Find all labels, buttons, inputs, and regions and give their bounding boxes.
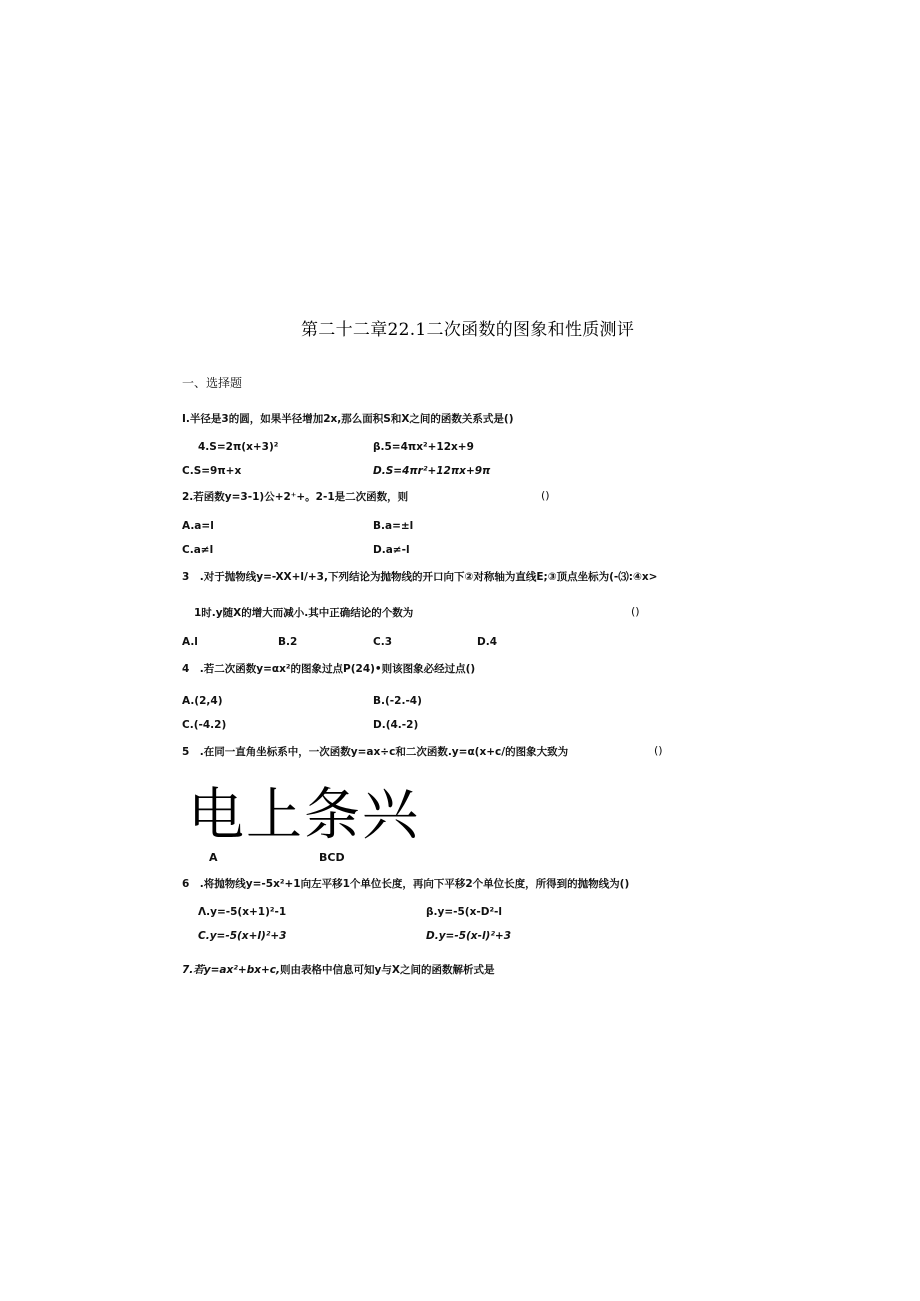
- question-7-stem-italic: 7.若y=ax²+bx+c,: [182, 964, 280, 976]
- question-3-answer-paren: (): [631, 605, 640, 618]
- question-4-stem: 4 .若二次函数y=αx²的图象过点P(24)•则该图象必经过点(): [182, 663, 476, 675]
- section-heading: 一、选择题: [182, 376, 243, 390]
- question-4-option-d: D.(4.-2): [373, 719, 419, 731]
- question-1-stem: I.半径是3的圆，如果半径增加2x,那么面积S和X之间的函数关系式是(): [182, 413, 514, 425]
- question-4-option-b: B.(-2.-4): [373, 695, 422, 707]
- question-3-option-c: C.3: [373, 636, 393, 648]
- question-2-answer-paren: (): [541, 489, 550, 502]
- question-7-stem-rest: 则由表格中信息可知y与X之间的函数解析式是: [280, 964, 495, 976]
- question-1-option-d: D.S=4πr²+12πx+9π: [373, 465, 491, 477]
- question-5-label-a: A: [209, 851, 218, 864]
- question-4-option-a: A.(2,4): [182, 695, 223, 707]
- question-2-option-d: D.a≠-l: [373, 544, 410, 556]
- question-3-option-d: D.4: [477, 636, 498, 648]
- question-6-option-a: Λ.y=-5(x+1)²-1: [198, 906, 287, 918]
- question-7-stem: [182, 962, 494, 977]
- question-5-label-bcd: BCD: [319, 851, 345, 864]
- question-5-answer-paren: (): [654, 744, 663, 757]
- question-6-stem: 6 .将抛物线y=-5x²+1向左平移1个单位长度，再向下平移2个单位长度，所得到的抛物线为(): [182, 878, 630, 890]
- question-1-option-a: 4.S=2π(x+3)²: [198, 441, 279, 453]
- question-4-option-c: C.(-4.2): [182, 719, 227, 731]
- question-2-option-c: C.a≠l: [182, 544, 214, 556]
- question-3-option-b: B.2: [278, 636, 298, 648]
- question-1-option-c: C.S=9π+x: [182, 465, 242, 477]
- question-5-figure-text: 电上条兴: [188, 783, 420, 848]
- question-2-option-a: A.a=l: [182, 520, 214, 532]
- question-2-stem: 2.若函数y=3-1)公+2⁺+。2-1是二次函数，则: [182, 491, 409, 503]
- question-1-option-b: β.5=4πx²+12x+9: [373, 441, 474, 453]
- question-6-option-c: C.y=-5(x+l)²+3: [198, 930, 287, 942]
- question-3-option-a: A.l: [182, 636, 198, 648]
- question-6-option-d: D.y=-5(x-l)²+3: [426, 930, 512, 942]
- question-3-stem: 3 .对于抛物线y=-XX+l/+3,下列结论为抛物线的开口向下②对称轴为直线E;③顶点坐标为(-⑶:④x>: [182, 571, 658, 583]
- question-6-option-b: β.y=-5(x-D²-l: [426, 906, 503, 918]
- question-2-option-b: B.a=±l: [373, 520, 414, 532]
- question-5-stem: 5 .在同一直角坐标系中，一次函数y=ax÷c和二次函数.y=α(x+c/的图象大致为: [182, 746, 569, 758]
- page-title: 第二十二章22.1二次函数的图象和性质测评: [301, 320, 635, 340]
- question-3-stem-continued: 1时.y随X的增大而减小.其中正确结论的个数为: [194, 607, 414, 619]
